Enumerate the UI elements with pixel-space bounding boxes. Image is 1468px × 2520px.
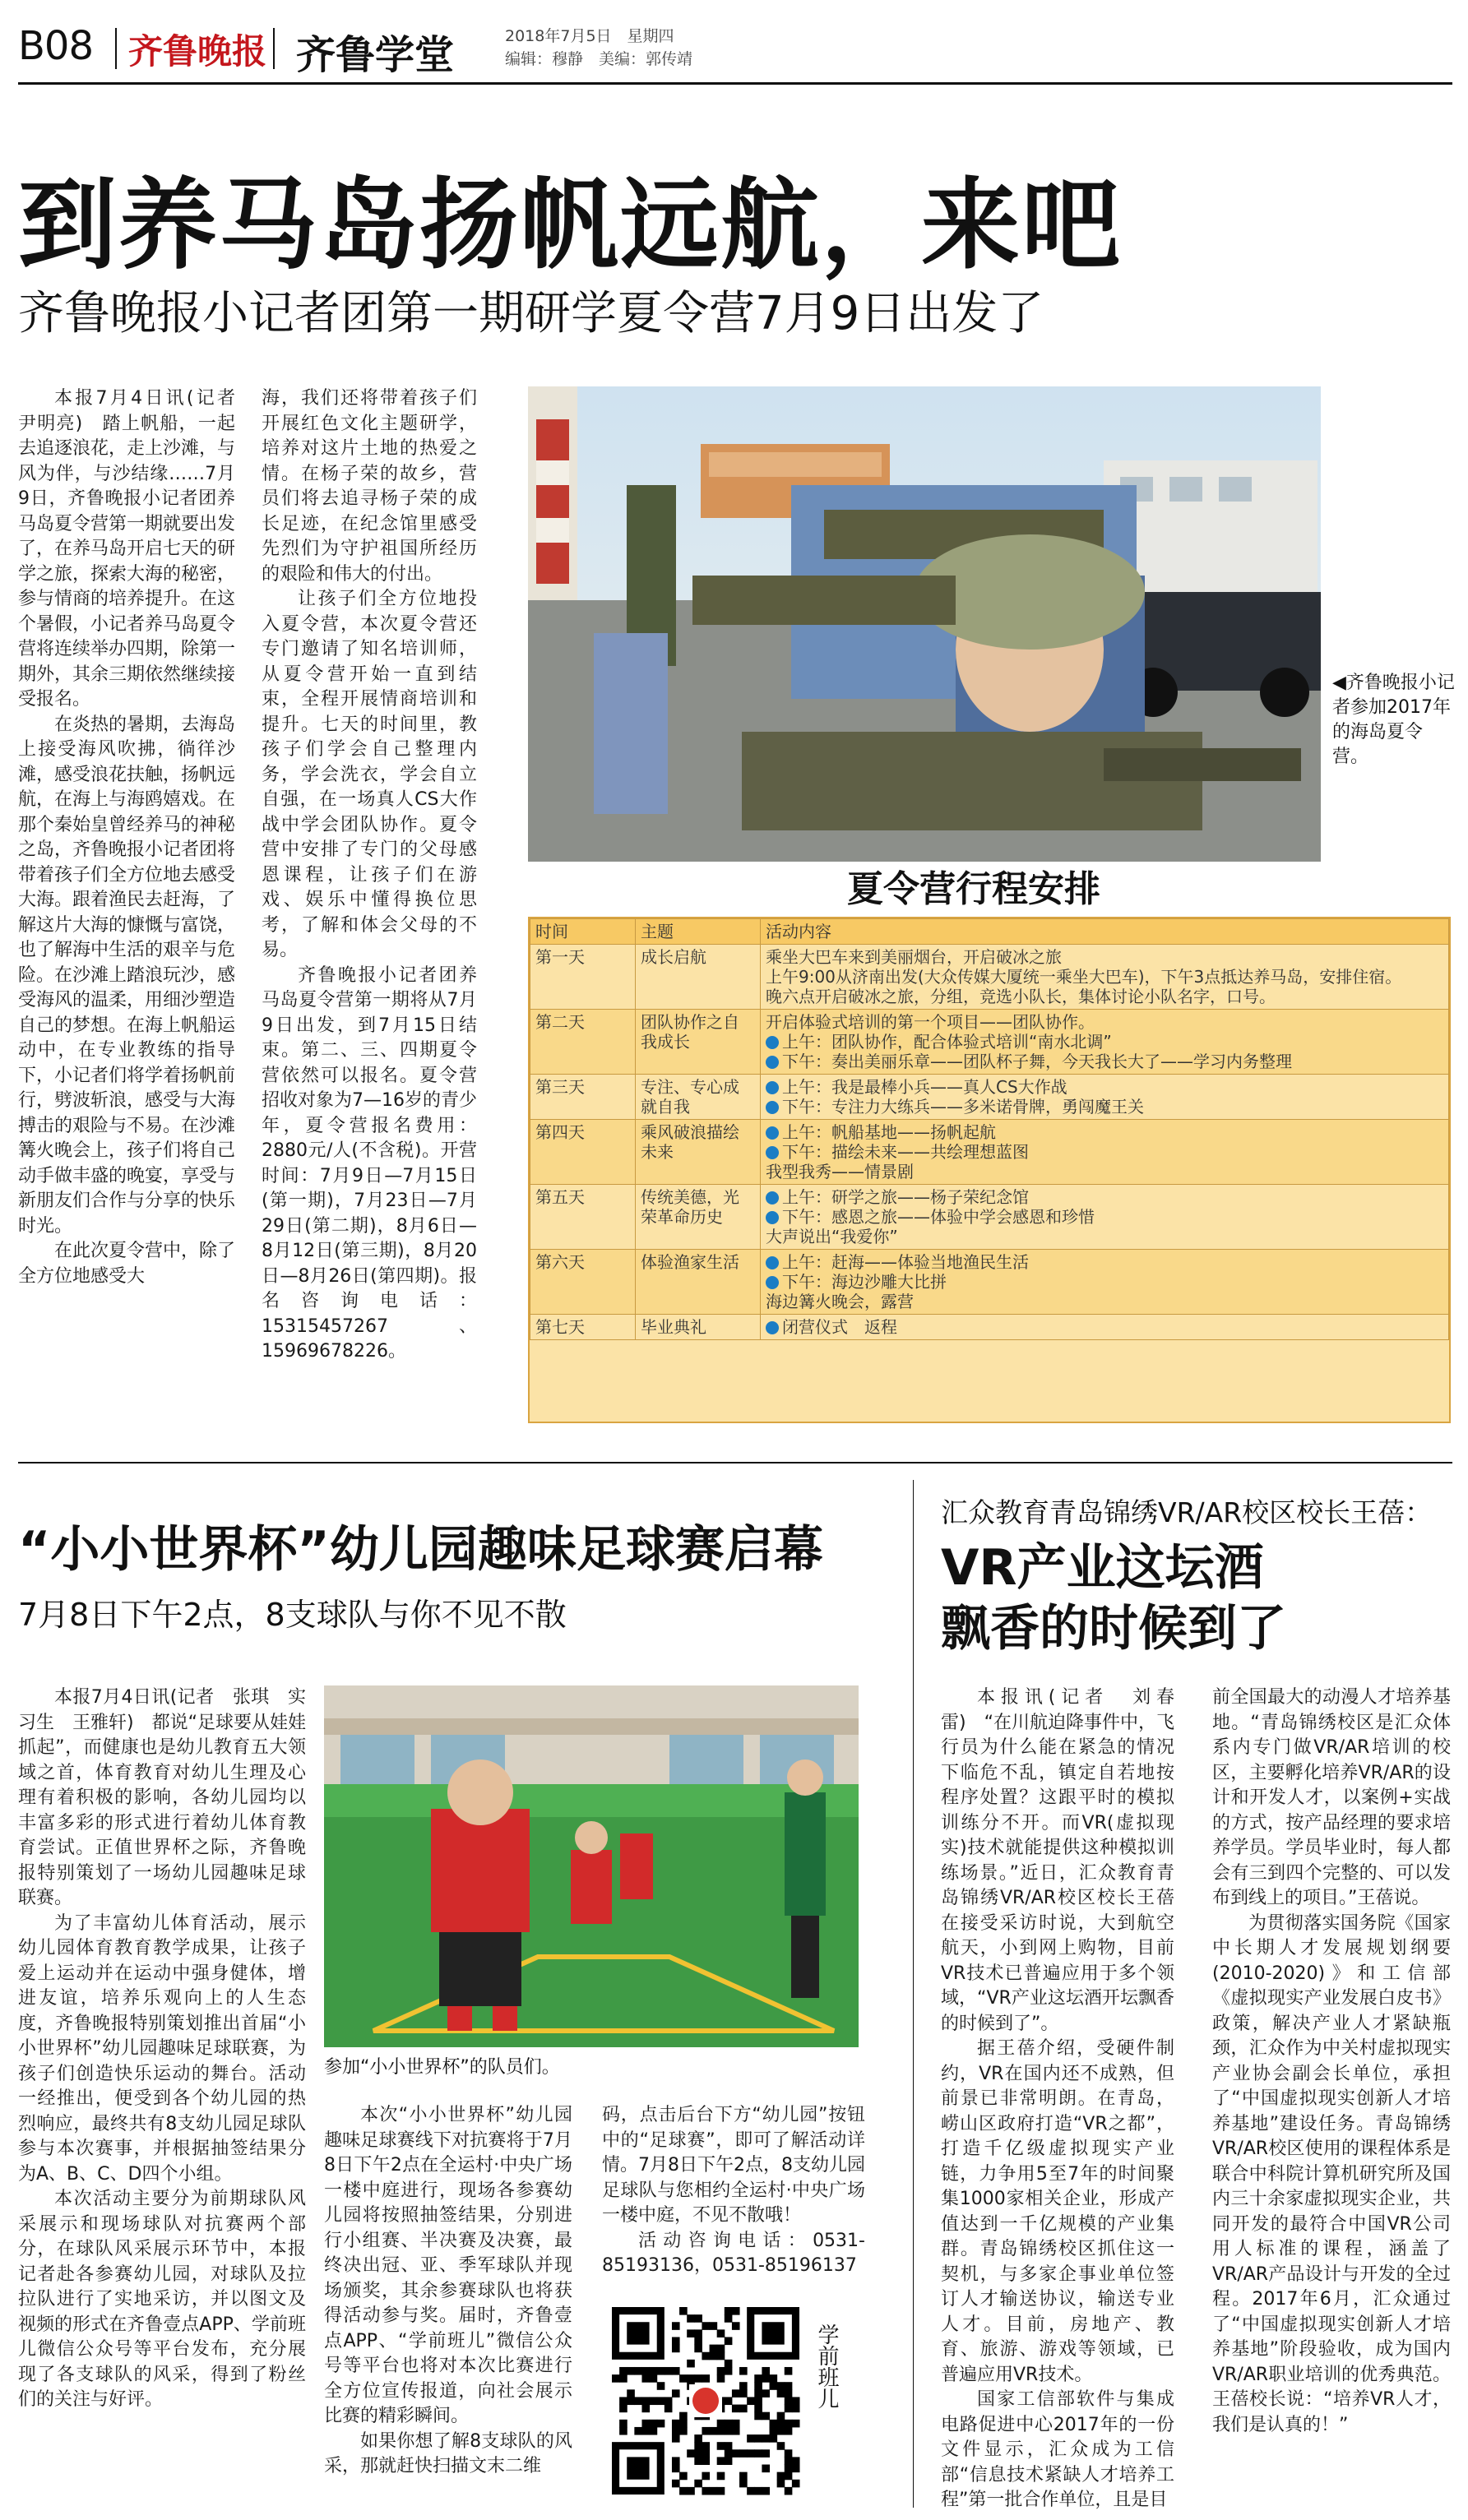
bullet-dot-icon — [766, 1081, 779, 1094]
schedule-row — [530, 1250, 1449, 1315]
paragraph: 如果你想了解8支球队的风采，那就赶快扫描文末二维 — [324, 2430, 572, 2476]
vr-col1 — [941, 1685, 1174, 2510]
paragraph: 为了丰富幼儿体育活动，展示幼儿园体育教育教学成果，让孩子爱上运动并在运动中强身健体，增进友谊，培养乐观向上的人生态度，齐鲁晚报特别策划推出首届“小小世界杯”幼儿园趣味足球联赛，为孩子们创造快乐运动的舞台。活动一经推出，便受到各个幼儿园的热烈响应，最终共有8支幼儿园足球队参与本次赛事，并根据抽签结果分为A、B、C、D四个小组。 — [18, 1912, 306, 2185]
schedule-day-cell: 第三天 — [530, 1075, 636, 1120]
schedule-theme-cell: 专注、专心成就自我 — [636, 1075, 761, 1120]
section-rule — [18, 1462, 1452, 1463]
paragraph: 前全国最大的动漫人才培养基地。“青岛锦绣校区是汇众体系内专门做VR/AR培训的校区，主要孵化培养VR/AR的设计和开发人才，以案例+实战的方式，按产品经理的要求培养学员。学员毕业时，每人都会有三到四个完整的、可以发布到线上的项目。”王蓓说。 — [1212, 1687, 1451, 1908]
schedule-activity-text: 上午：帆船基地——扬帆起航 — [782, 1122, 996, 1142]
paragraph: 本次“小小世界杯”幼儿园趣味足球赛线下对抗赛将于7月8日下午2点在全运村·中央广场一楼中庭进行，现场各参赛幼儿园将按照抽签结果，分别进行小组赛、半决赛及决赛，最终决出冠、亚、季军球队并现场颁奖，其余参赛球队也将获得活动参与奖。届时，齐鲁壹点APP、“学前班儿”微信公众号等平台也将对本次比赛进行全方位宣传报道，向社会展示比赛的精彩瞬间。 — [324, 2105, 572, 2426]
summer-camp-caption: ◀齐鲁晚报小记者参加2017年的海岛夏令营。 — [1332, 673, 1455, 767]
schedule-activity-text: 晚六点开启破冰之旅，分组，竞选小队长，集体讨论小队名字，口号。 — [766, 987, 1276, 1006]
bullet-dot-icon — [766, 1036, 779, 1049]
schedule-activity-text: 海边篝火晚会，露营 — [766, 1292, 914, 1311]
schedule-day-cell: 第五天 — [530, 1185, 636, 1250]
paragraph: 据王蓓介绍，受硬件制约，VR在国内还不成熟，但前景已非常明朗。在青岛，崂山区政府打造“VR之都”，打造千亿级虚拟现实产业链，力争用5至7年的时间聚集1000家相关企业，形成产值达到一千亿规模的产业集群。青岛锦绣校区抓住这一契机，与多家企事业单位签订人才输送协议，输送专业人才。目前，房地产、教育、旅游、游戏等领域，已普遍应用VR技术。 — [941, 2038, 1174, 2385]
schedule-activity-line — [766, 1142, 1443, 1162]
bullet-dot-icon — [766, 1146, 779, 1159]
schedule-activity-cell — [761, 1075, 1449, 1120]
schedule-day-cell: 第七天 — [530, 1315, 636, 1340]
schedule-theme-cell: 毕业典礼 — [636, 1315, 761, 1340]
schedule-activity-text: 下午：描绘未来——共绘理想蓝图 — [782, 1142, 1029, 1162]
football-col1 — [18, 1685, 306, 2499]
schedule-activity-line — [766, 1012, 1443, 1032]
schedule-table — [530, 918, 1449, 1340]
section-title: 齐鲁学堂 — [296, 32, 455, 78]
paragraph: 本报7月4日讯(记者 尹明亮) 踏上帆船，一起去追逐浪花，走上沙滩，与风为伴，与沙结缘……7月9日，齐鲁晚报小记者团养马岛夏令营第一期就要出发了，在养马岛开启七天的研学之旅，探索大海的秘密，参与情商的培养提升。在这个暑假，小记者养马岛夏令营将连续举办四期，除第一期外，其余三期依然继续接受报名。 — [18, 388, 254, 710]
bullet-dot-icon — [766, 1101, 779, 1114]
paragraph: 本次活动主要分为前期球队风采展示和现场球队对抗赛两个部分，在球队风采展示环节中，本报记者赴各参赛幼儿园，对球队及拉拉队进行了实地采访，并以图文及视频的形式在齐鲁壹点APP、学前班儿微信公众号等平台发布，充分展现了各支球队的风采，得到了粉丝们的关注与好评。 — [18, 2189, 306, 2410]
paragraph: 在炎热的暑期，去海岛上接受海风吹拂，徜徉沙滩，感受浪花扶触，扬帆远航，在海上与海鸥嬉戏。在那个秦始皇曾经养马的神秘之岛，齐鲁晚报小记者团将带着孩子们全方位地去感受大海。跟着渔民去赶海，了解这片大海的慷慨与富饶，也了解海中生活的艰辛与危险。在沙滩上踏浪玩沙，感受海风的温柔，用细沙塑造自己的梦想。在海上帆船运动中，在专业教练的指导下，小记者们将学着扬帆前行，劈波斩浪，感受与大海搏击的艰险与不易。在沙滩篝火晚会上，孩子们将自己动手做丰盛的晚宴，享受与新朋友们合作与分享的快乐时光。 — [18, 714, 236, 1237]
schedule-activity-line — [766, 1252, 1443, 1272]
schedule-activity-text: 闭营仪式 返程 — [782, 1317, 897, 1337]
header-cell: 时间 — [530, 919, 636, 945]
schedule-activity-line — [766, 1272, 1443, 1292]
schedule-activity-cell — [761, 945, 1449, 1010]
schedule-activity-text: 下午：奏出美丽乐章——团队杯子舞，今天我长大了——学习内务整理 — [782, 1052, 1292, 1071]
schedule-activity-text: 上午：我是最棒小兵——真人CS大作战 — [782, 1077, 1067, 1097]
bullet-dot-icon — [766, 1056, 779, 1069]
schedule-activity-line — [766, 1077, 1443, 1097]
schedule-row — [530, 1315, 1449, 1340]
schedule-activity-text: 下午：海边沙雕大比拼 — [782, 1272, 947, 1292]
football-caption: 参加“小小世界杯”的队员们。 — [324, 2057, 560, 2078]
schedule-activity-line — [766, 1207, 1443, 1227]
schedule-activity-text: 上午：团队协作，配合体验式培训“南水北调” — [782, 1032, 1112, 1052]
paragraph: 活动咨询电话：0531-85193136，0531-85196137 — [602, 2230, 865, 2276]
qr-code — [612, 2307, 799, 2495]
schedule-activity-line — [766, 987, 1443, 1006]
bullet-dot-icon — [766, 1256, 779, 1269]
schedule-activity-cell — [761, 1250, 1449, 1315]
paragraph: 齐鲁晚报小记者团养马岛夏令营第一期将从7月9日出发，到7月15日结束。第二、三、四期夏令营依然可以报名。夏令营招收对象为7—16岁的青少年，夏令营报名费用：2880元/人(不含税)。开营时间：7月9日—7月15日(第一期)，7月23日—7月29日(第二期)，8月6日—8月12日(第三期)，8月20日—8月26日(第四期)。报名咨询电话：15315457267、15969678226。 — [262, 964, 477, 1362]
schedule-activity-line — [766, 1317, 1443, 1337]
masthead-rule — [18, 82, 1452, 85]
paragraph: 在此次夏令营中，除了全方位地感受大 — [18, 1241, 236, 1287]
schedule-activity-text: 乘坐大巴车来到美丽烟台，开启破冰之旅 — [766, 947, 1062, 967]
bullet-dot-icon — [766, 1276, 779, 1289]
schedule-row — [530, 945, 1449, 1010]
schedule-theme-cell: 成长启航 — [636, 945, 761, 1010]
schedule-theme-cell: 传统美德，光荣革命历史 — [636, 1185, 761, 1250]
schedule-activity-line — [766, 1122, 1443, 1142]
paragraph: 国家工信部软件与集成电路促进中心2017年的一份文件显示，汇众成为工信部“信息技术紧缺人才培养工程”第一批合作单位，且是目 — [941, 2389, 1174, 2510]
paragraph: 码，点击后台下方“幼儿园”按钮中的“足球赛”，即可了解活动详情。7月8日下午2点，8支幼儿园足球队与您相约全运村·中央广场一楼中庭，不见不散哦！ — [602, 2105, 865, 2226]
football-photo — [324, 1685, 859, 2047]
vr-headline-1: VR产业这坛酒 — [941, 1539, 1264, 1597]
schedule-header-row — [530, 919, 1449, 945]
masthead-divider — [273, 28, 275, 69]
header-cell: 主题 — [636, 919, 761, 945]
schedule-title: 夏令营行程安排 — [847, 868, 1100, 910]
vr-kicker: 汇众教育青岛锦绣VR/AR校区校长王蓓： — [941, 1496, 1433, 1528]
schedule-activity-line — [766, 1227, 1443, 1246]
schedule-activity-line — [766, 967, 1443, 987]
schedule-day-cell: 第四天 — [530, 1120, 636, 1185]
schedule-activity-line — [766, 947, 1443, 967]
football-headline: “小小世界杯”幼儿园趣味足球赛启幕 — [18, 1521, 823, 1579]
schedule-table-box — [528, 917, 1451, 1423]
schedule-activity-cell — [761, 1010, 1449, 1075]
date-line: 2018年7月5日 星期四 — [505, 27, 674, 45]
editor-line: 编辑：穆静 美编：郭传靖 — [505, 50, 693, 68]
football-subhead: 7月8日下午2点，8支球队与你不见不散 — [18, 1597, 567, 1633]
schedule-day-cell: 第六天 — [530, 1250, 636, 1315]
schedule-activity-line — [766, 1097, 1443, 1117]
qr-label: 学前班儿 — [814, 2323, 839, 2409]
schedule-activity-text: 上午9:00从济南出发(大众传媒大厦统一乘坐大巴车)，下午3点抵达养马岛，安排住宿。 — [766, 967, 1402, 987]
schedule-theme-cell: 团队协作之自我成长 — [636, 1010, 761, 1075]
schedule-theme-cell: 乘风破浪描绘未来 — [636, 1120, 761, 1185]
summer-camp-photo — [528, 386, 1321, 862]
schedule-theme-cell: 体验渔家生活 — [636, 1250, 761, 1315]
football-col2 — [324, 2103, 572, 2506]
schedule-activity-line — [766, 1187, 1443, 1207]
schedule-activity-line — [766, 1292, 1443, 1311]
bullet-dot-icon — [766, 1126, 779, 1140]
paragraph: 本报7月4日讯(记者 张琪 实习生 王雅轩) 都说“足球要从娃娃抓起”，而健康也是幼儿教育五大领域之首，体育教育对幼儿生理及心理有着积极的影响，各幼儿园均以丰富多彩的形式进行着幼儿体育教育尝试。正值世界杯之际，齐鲁晚报特别策划了一场幼儿园趣味足球联赛。 — [18, 1687, 306, 1908]
schedule-activity-text: 下午：感恩之旅——体验中学会感恩和珍惜 — [782, 1207, 1095, 1227]
schedule-activity-line — [766, 1052, 1443, 1071]
schedule-activity-cell — [761, 1315, 1449, 1340]
main-subhead: 齐鲁晚报小记者团第一期研学夏令营7月9日出发了 — [18, 287, 1044, 340]
schedule-day-cell: 第二天 — [530, 1010, 636, 1075]
main-headline: 到养马岛扬帆远航，来吧 — [18, 169, 1122, 283]
schedule-row — [530, 1120, 1449, 1185]
masthead-divider — [115, 28, 117, 69]
schedule-activity-text: 开启体验式培训的第一个项目——团队协作。 — [766, 1012, 1095, 1032]
main-story-col1 — [18, 386, 254, 1431]
header-cell: 活动内容 — [761, 919, 1449, 945]
schedule-activity-text: 我型我秀——情景剧 — [766, 1162, 914, 1181]
bullet-dot-icon — [766, 1321, 779, 1334]
paper-logo: 齐鲁晚报 — [128, 31, 267, 72]
schedule-activity-cell — [761, 1120, 1449, 1185]
vr-headline-2: 飘香的时候到了 — [941, 1600, 1286, 1658]
football-col3 — [602, 2103, 865, 2276]
schedule-activity-text: 大声说出“我爱你” — [766, 1227, 898, 1246]
bullet-dot-icon — [766, 1211, 779, 1224]
paragraph: 让孩子们全方位地投入夏令营，本次夏令营还专门邀请了知名培训师，从夏令营开始一直到结束，全程开展情商培训和提升。七天的时间里，教孩子们学会自己整理内务，学会洗衣，学会自立自强，在一场真人CS大作战中学会团队协作。夏令营中安排了专门的父母感恩课程，让孩子们在游戏、娱乐中懂得换位思考，了解和体会父母的不易。 — [262, 589, 477, 960]
schedule-row — [530, 1010, 1449, 1075]
column-divider — [913, 1480, 914, 2508]
page-number: B08 — [18, 23, 94, 69]
paragraph: 为贯彻落实国务院《国家中长期人才发展规划纲要(2010-2020)》和工信部《虚拟现实产业发展白皮书》政策，解决产业人才紧缺瓶颈，汇众作为中关村虚拟现实产业协会副会长单位，承担了“中国虚拟现实创新人才培养基地”建设任务。青岛锦绣VR/AR校区使用的课程体系是联合中科院计算机研究所及国内三十余家虚拟现实企业，共同开发的最符合中国VR公司用人标准的课程，涵盖了VR/AR产品设计与开发的全过程。2017年6月，汇众通过了“中国虚拟现实创新人才培养基地”阶段验收，成为国内VR/AR职业培训的优秀典范。王蓓校长说：“培养VR人才，我们是认真的！” — [1212, 1912, 1451, 2435]
paragraph: 本报讯(记者 刘春雷) “在川航迫降事件中，飞行员为什么能在紧急的情况下临危不乱，镇定自若地按程序处置？这跟平时的模拟训练分不开。而VR(虚拟现实)技术就能提供这种模拟训练场景。”近日，汇众教育青岛锦绣VR/AR校区校长王蓓在接受采访时说，大到航空航天，小到网上购物，目前VR技术已普遍应用于多个领域，“VR产业这坛酒开坛飘香的时候到了”。 — [941, 1687, 1174, 2034]
schedule-activity-text: 上午：研学之旅——杨子荣纪念馆 — [782, 1187, 1029, 1207]
schedule-activity-line — [766, 1032, 1443, 1052]
vr-col2 — [1212, 1685, 1451, 2504]
schedule-activity-line — [766, 1162, 1443, 1181]
schedule-activity-text: 下午：专注力大练兵——多米诺骨牌，勇闯魔王关 — [782, 1097, 1144, 1117]
bullet-dot-icon — [766, 1191, 779, 1205]
main-story-col2 — [262, 386, 477, 1431]
schedule-row — [530, 1075, 1449, 1120]
schedule-row — [530, 1185, 1449, 1250]
paragraph: 海，我们还将带着孩子们开展红色文化主题研学，培养对这片土地的热爱之情。在杨子荣的故乡，营员们将去追寻杨子荣的成长足迹，在纪念馆里感受先烈们为守护祖国所经历的艰险和伟大的付出。 — [262, 388, 477, 585]
schedule-activity-cell — [761, 1185, 1449, 1250]
schedule-day-cell: 第一天 — [530, 945, 636, 1010]
schedule-activity-text: 上午：赶海——体验当地渔民生活 — [782, 1252, 1029, 1272]
